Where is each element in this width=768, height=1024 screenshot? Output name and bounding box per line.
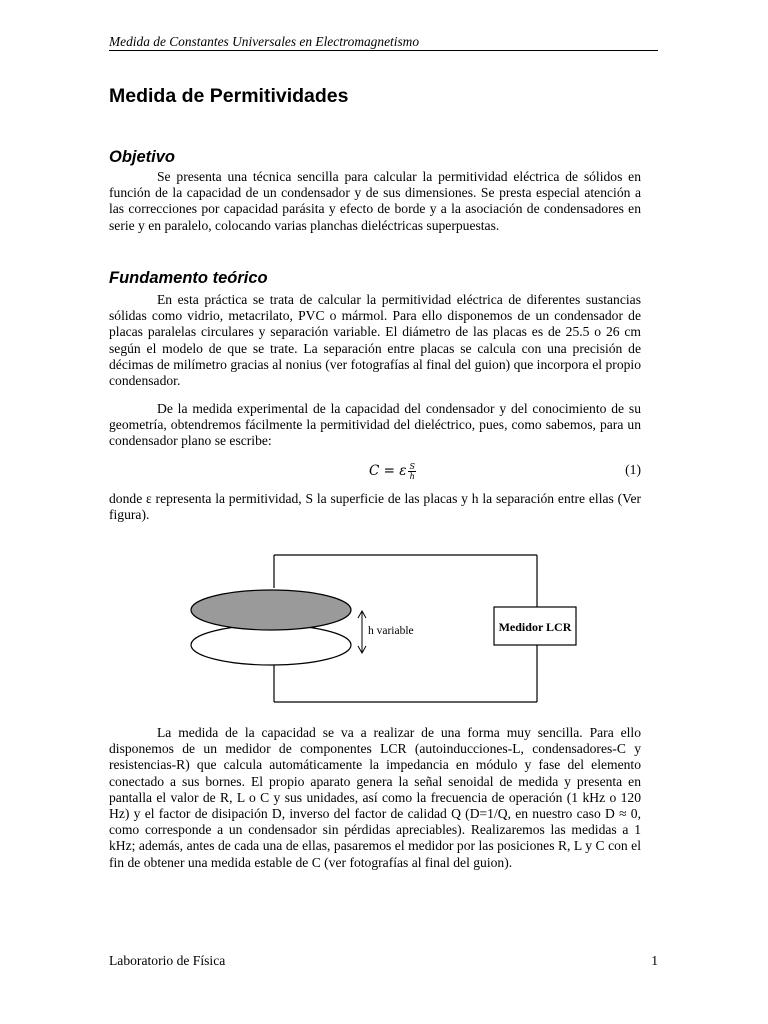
- paragraph-fundamento-3: donde ε representa la permitividad, S la superficie de las placas y h la separación entre ellas (Ver figura).: [109, 491, 641, 523]
- running-header: Medida de Constantes Universales en Electromagnetismo: [109, 34, 658, 51]
- page-number: 1: [651, 953, 658, 968]
- equation-number: (1): [625, 462, 641, 477]
- capacitor-circuit-figure: [180, 550, 590, 720]
- lower-plate: [191, 625, 351, 665]
- paragraph-fundamento-1: En esta práctica se trata de calcular la permitividad eléctrica de diferentes sustancias sólidas como vidrio, metacrilato, PVC o mármol. Para ello disponemos de un condensador de placas paralelas circulares y separación variable. El diámetro de las placas es de 25.5 o 26 cm según el modelo de que se trate. La separación entre placas se calcula con una precisión de décimas de milímetro gracias al nonius (ver fotografías al final del guion) que incorpora el propio condensador.: [109, 292, 641, 389]
- page-title: Medida de Permitividades: [109, 85, 349, 107]
- upper-plate: [191, 590, 351, 630]
- lcr-meter-label: Medidor LCR: [498, 620, 572, 634]
- paragraph-objetivo: Se presenta una técnica sencilla para calcular la permitividad eléctrica de sólidos en función de la capacidad de un condensador y de sus dimensiones. Se presta especial atención a las correcciones por capacidad parásita y efecto de borde y a la asociación de condensadores en serie y en paralelo, colocando varias planchas dieléctricas superpuestas.: [109, 169, 641, 233]
- gap-label: h variable: [368, 625, 414, 637]
- section-heading-objetivo: Objetivo: [109, 148, 176, 166]
- equation-denominator: h: [409, 472, 415, 481]
- equation-numerator: S: [409, 462, 415, 471]
- paragraph-fundamento-4: La medida de la capacidad se va a realizar de una forma muy sencilla. Para ello disponemos de un medidor de componentes LCR (autoinducciones-L, condensadores-C y resistencias-R) que calcula automáticamente la impedancia en módulo y fase del elemento conectado a sus bornes. El propio aparato genera la señal senoidal de medida y presenta en pantalla el valor de R, L o C y sus unidades, así como la frecuencia de operación (1 kHz o 120 Hz) y el factor de disipación D, inverso del factor de calidad Q (D=1/Q, en nuestro caso D ≈ 0, como corresponde a un condensador sin pérdidas apreciables). Realizaremos las medidas a 1 kHz; además, antes de cada una de ellas, pasaremos el medidor por las posiciones R, L y C con el fin de obtener una medida estable de C (ver fotografías al final del guion).: [109, 725, 641, 870]
- equation-lhs: C = ε: [369, 463, 407, 479]
- section-heading-fundamento: Fundamento teórico: [109, 269, 268, 287]
- equation-formula: [369, 462, 416, 481]
- equation-fraction: [408, 462, 415, 481]
- equation-capacitance: [109, 460, 641, 486]
- footer-lab-name: Laboratorio de Física: [109, 953, 226, 968]
- paragraph-fundamento-2: De la medida experimental de la capacidad del condensador y del conocimiento de su geometría, obtendremos fácilmente la permitividad del dieléctrico, pues, como sabemos, para un condensador plano se escribe:: [109, 401, 641, 449]
- page-footer: [109, 953, 658, 969]
